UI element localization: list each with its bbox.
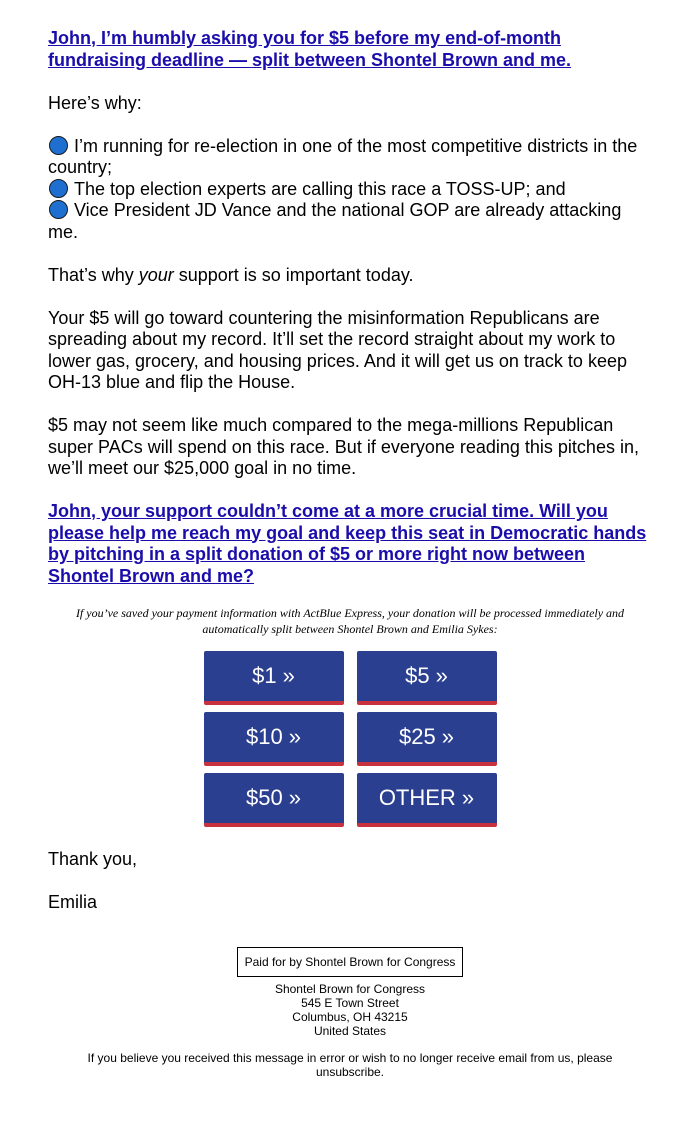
blue-circle-icon — [49, 179, 68, 198]
paid-for-disclaimer: Paid for by Shontel Brown for Congress — [237, 947, 464, 977]
donate-5-button[interactable]: $5 » — [357, 651, 497, 705]
signoff-text: Thank you, — [48, 849, 138, 869]
footer — [0, 947, 700, 1079]
actblue-note: If you’ve saved your payment information with ActBlue Express, your donation will be processed immediately and automatically split between Shontel Brown and Emilia Sykes: — [75, 606, 625, 636]
paragraph-goal: $5 may not seem like much compared to the mega-millions Republican super PACs will spend on this race. But if everyone reading this pitches in, we’ll meet our $25,000 goal in no time. — [48, 415, 639, 478]
support-text: That’s why your support is so important today. — [48, 264, 414, 285]
donate-25-button[interactable]: $25 » — [357, 712, 497, 766]
blue-circle-icon — [49, 200, 68, 219]
donate-10-button[interactable]: $10 » — [204, 712, 344, 766]
signature-text: Emilia — [48, 892, 98, 912]
donation-buttons — [48, 651, 652, 827]
donate-other-button[interactable]: OTHER » — [357, 773, 497, 827]
donate-50-button[interactable]: $50 » — [204, 773, 344, 827]
paragraph-record: Your $5 will go toward countering the misinformation Republicans are spreading about my record. It’ll set the record straight about my work to lower gas, grocery, and housing prices. And it will get us on track to keep OH-13 blue and flip the House. — [48, 307, 627, 392]
unsubscribe-text[interactable]: If you believe you received this message in error or wish to no longer receive email from us, please unsubscribe. — [87, 1051, 613, 1079]
bullet-item-2: The top election experts are calling this race a TOSS-UP; and — [48, 179, 652, 201]
blue-circle-icon — [49, 136, 68, 155]
intro-text: Here’s why: — [48, 92, 142, 113]
donate-1-button[interactable]: $1 » — [204, 651, 344, 705]
footer-address: Shontel Brown for Congress 545 E Town Street Columbus, OH 43215 United States — [274, 982, 426, 1038]
cta-donate-link[interactable]: John, your support couldn’t come at a more crucial time. Will you please help me reach my goal and keep this seat in Democratic hands by pitching in a split donation of $5 or more right now between Shontel Brown and me? — [48, 501, 647, 586]
bullet-item-3: Vice President JD Vance and the national GOP are already attacking me. — [48, 200, 622, 242]
email-content — [48, 28, 652, 914]
bullet-item-1: I’m running for re-election in one of the most competitive districts in the country; — [48, 135, 638, 177]
headline-donate-link[interactable]: John, I’m humbly asking you for $5 before my end-of-month fundraising deadline — split between Shontel Brown and me. — [48, 28, 572, 70]
